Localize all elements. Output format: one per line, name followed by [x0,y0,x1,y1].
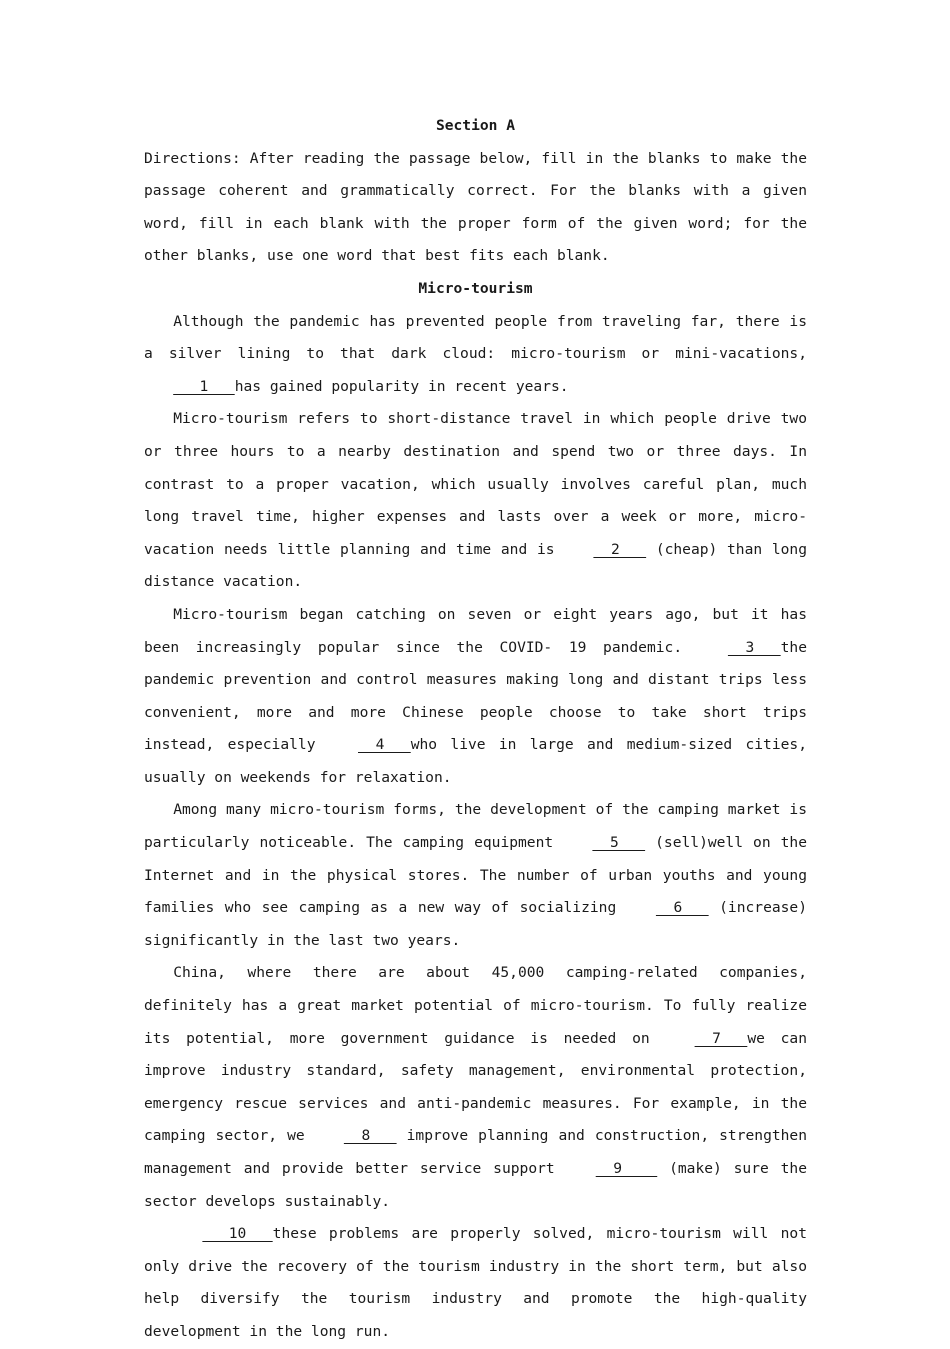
paragraph-text: Micro-tourism refers to short-distance travel in which people drive two or three hours to a nearby destination and spend two or three days. In contrast to a proper vacation, which usually involves careful plan, much long travel time, higher expenses and lasts over a week or more, micro-vacation needs little planning and time and is [144,410,807,558]
paragraph-5 [144,957,807,1218]
paragraph-text: who live in large and medium-sized cities, usually on weekends for relaxation. [144,736,807,786]
paragraph-text: (make) sure the sector develops sustainably. [144,1160,807,1210]
blank-10: 10 [202,1225,273,1243]
paragraph-text: we can improve industry standard, safety management, environmental protection, emergency rescue services and anti-pandemic measures. For example, in the camping sector, we [144,1029,807,1145]
directions-text: Directions: After reading the passage below, fill in the blanks to make the passage coherent and grammatically correct. For the blanks with a given word, fill in each blank with the proper form of the given word; for the other blanks, use one word that best fits each blank. [144,149,807,265]
blank-6: 6 [655,899,709,917]
paragraph-text: China, where there are about 45,000 camping-related companies, definitely has a great market potential of micro-tourism. To fully realize its potential, more government guidance is needed on [144,964,807,1047]
paragraph-4 [144,794,807,957]
paragraph-text: has gained popularity in recent years. [234,377,569,395]
blank-9: 9 [595,1160,658,1177]
section-title: Section A [435,117,516,134]
paragraph-text: the pandemic prevention and control measures making long and distant trips less convenient, more and more Chinese people choose to take short trips instead, especially [144,638,807,754]
blank-2: 2 [593,540,647,558]
paragraph-text: (increase) significantly in the last two years. [144,899,807,949]
paragraph-text: Micro-tourism began catching on seven or eight years ago, but it has been increasingly popular since the COVID- 19 pandemic. [144,605,807,656]
paragraph-text: (sell)well on the Internet and in the physical stores. The number of urban youths and young families who see camping as a new way of socializing [144,834,808,917]
passage-title: Micro-tourism [418,279,533,297]
paragraph-text: Among many micro-tourism forms, the development of the camping market is particularly noticeable. The camping equipment [144,801,807,852]
document-page [144,110,807,1349]
paragraph-1 [144,306,807,404]
paragraph-text: (cheap) than long distance vacation. [144,540,807,591]
blank-1: 1 [173,377,235,395]
paragraph-3 [144,599,807,795]
blank-3: 3 [727,638,781,656]
blank-4: 4 [358,736,411,754]
blank-5: 5 [592,834,646,852]
paragraph-text: Although the pandemic has prevented people from traveling far, there is a silver lining to that dark cloud: micro-tourism or mini-vacations, [144,312,807,363]
paragraph-6 [144,1218,807,1348]
blank-7: 7 [694,1029,748,1047]
paragraph-text: improve planning and construction, strengthen management and provide better service support [144,1127,807,1177]
paragraph-2 [144,403,807,599]
paragraph-text: these problems are properly solved, micro-tourism will not only drive the recovery of the tourism industry in the short term, but also help diversify the tourism industry and promote the high-quality development in the long run. [144,1225,807,1340]
blank-8: 8 [343,1127,397,1145]
